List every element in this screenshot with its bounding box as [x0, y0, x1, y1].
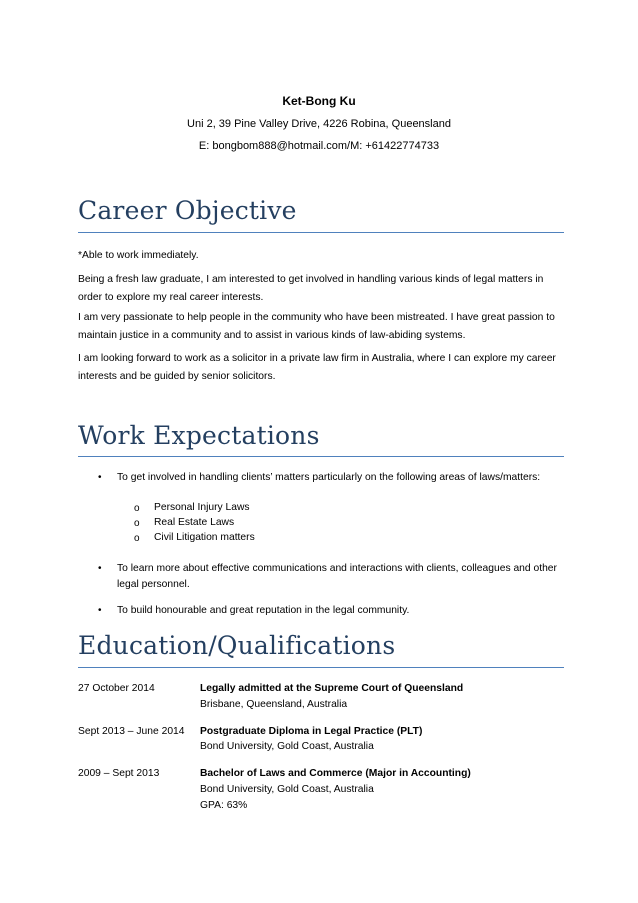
- applicant-address: Uni 2, 39 Pine Valley Drive, 4226 Robina, Queensland: [187, 118, 451, 130]
- career-paragraph: I am very passionate to help people in the community who have been mistreated. I have great passion to maintain justice in a community and to assist in various kinds of law-abiding systems.: [78, 312, 555, 341]
- section-divider: [78, 667, 564, 668]
- bullet-icon: •: [98, 563, 102, 574]
- section-divider: [78, 232, 564, 233]
- section-divider: [78, 456, 564, 457]
- education-detail: Bond University, Gold Coast, Australia: [200, 784, 374, 795]
- work-subitem: Real Estate Laws: [154, 517, 235, 528]
- work-item: To build honourable and great reputation in the legal community.: [117, 605, 410, 616]
- education-title: Postgraduate Diploma in Legal Practice (PLT): [200, 726, 423, 737]
- applicant-name: Ket-Bong Ku: [282, 94, 356, 108]
- education-detail: Bond University, Gold Coast, Australia: [200, 741, 374, 752]
- education-date: 2009 – Sept 2013: [78, 768, 160, 779]
- education-detail: GPA: 63%: [200, 800, 248, 811]
- sub-bullet-icon: o: [134, 518, 140, 529]
- education-detail: Brisbane, Queensland, Australia: [200, 699, 348, 710]
- bullet-icon: •: [98, 472, 102, 483]
- education-date: 27 October 2014: [78, 683, 155, 694]
- education-title: Bachelor of Laws and Commerce (Major in Accounting): [200, 768, 471, 779]
- applicant-contact: E: bongbom888@hotmail.com/M: +61422774733: [198, 140, 440, 152]
- work-subitem: Civil Litigation matters: [154, 532, 255, 543]
- career-paragraph: I am looking forward to work as a solicitor in a private law firm in Australia, where I can explore my career interests and be guided by senior solicitors.: [78, 353, 556, 382]
- work-expectations-heading: Work Expectations: [78, 421, 320, 450]
- education-title: Legally admitted at the Supreme Court of Queensland: [200, 683, 464, 694]
- career-paragraph: *Able to work immediately.: [78, 250, 199, 261]
- education-date: Sept 2013 – June 2014: [78, 726, 185, 737]
- education-heading: Education/Qualifications: [78, 631, 396, 660]
- sub-bullet-icon: o: [134, 533, 140, 544]
- sub-bullet-icon: o: [134, 503, 140, 514]
- bullet-icon: •: [98, 605, 102, 616]
- career-paragraph: Being a fresh law graduate, I am interested to get involved in handling various kinds of legal matters in order to explore my real career interests.: [78, 274, 544, 303]
- work-item: To get involved in handling clients’ matters particularly on the following areas of laws/matters:: [117, 472, 541, 483]
- career-objective-heading: Career Objective: [78, 196, 297, 225]
- work-item: To learn more about effective communications and interactions with clients, colleagues and other legal personnel.: [117, 563, 557, 590]
- work-subitem: Personal Injury Laws: [154, 502, 250, 513]
